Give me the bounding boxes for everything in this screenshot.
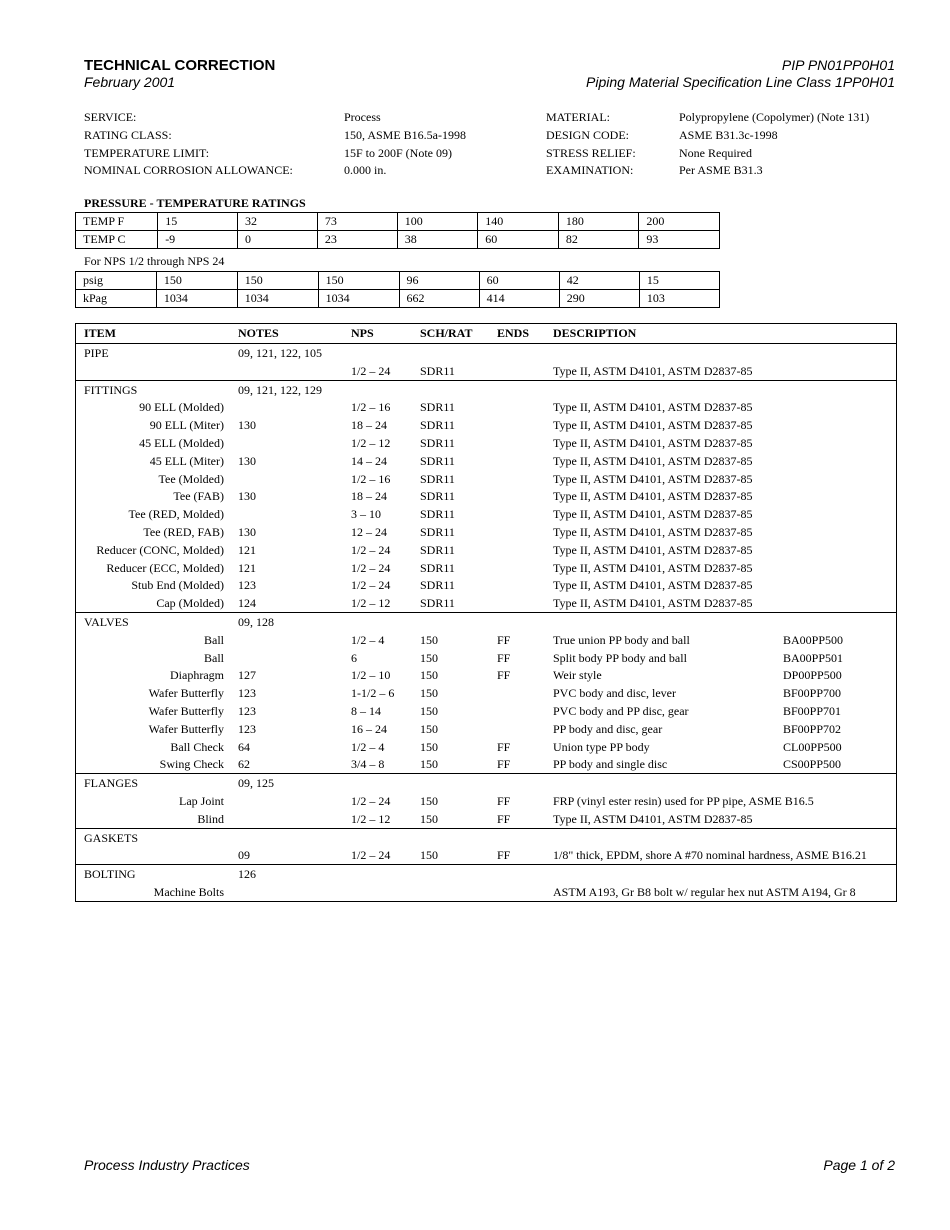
table-row bbox=[76, 523, 896, 541]
row-desc: Type II, ASTM D4101, ASTM D2837-85 bbox=[553, 471, 753, 486]
table-cell: 82 bbox=[558, 231, 639, 249]
row-nps: 16 – 24 bbox=[351, 721, 387, 736]
row-desc: Type II, ASTM D4101, ASTM D2837-85 bbox=[553, 435, 753, 450]
row-sch: SDR11 bbox=[420, 560, 455, 575]
row-nps: 1/2 – 24 bbox=[351, 578, 391, 593]
row-desc: 1/8" thick, EPDM, shore A #70 nominal hardness, ASME B16.21 bbox=[553, 848, 867, 863]
row-sch: 150 bbox=[420, 757, 438, 772]
row-nps: 1/2 – 12 bbox=[351, 811, 391, 826]
row-item: Cap (Molded) bbox=[156, 596, 224, 611]
row-notes: 130 bbox=[238, 489, 256, 504]
table-cell: -9 bbox=[158, 231, 238, 249]
row-desc: PP body and single disc bbox=[553, 757, 668, 772]
table-cell: 60 bbox=[478, 231, 559, 249]
row-sch: 150 bbox=[420, 793, 438, 808]
row-nps: 1/2 – 24 bbox=[351, 363, 391, 378]
table-row bbox=[76, 846, 896, 864]
row-sch: SDR11 bbox=[420, 453, 455, 468]
header-notes: NOTES bbox=[238, 326, 279, 340]
table-cell: 0 bbox=[238, 231, 318, 249]
doc-id: PIP PN01PP0H01 bbox=[781, 57, 895, 73]
row-desc: FRP (vinyl ester resin) used for PP pipe, ASME B16.5 bbox=[553, 793, 814, 808]
row-item: Tee (RED, Molded) bbox=[128, 507, 224, 522]
row-sch: 150 bbox=[420, 632, 438, 647]
row-desc: Type II, ASTM D4101, ASTM D2837-85 bbox=[553, 363, 753, 378]
row-sch: 150 bbox=[420, 703, 438, 718]
table-row bbox=[76, 272, 720, 290]
table-row bbox=[76, 631, 896, 649]
table-cell: 1034 bbox=[237, 290, 318, 308]
row-sch: 150 bbox=[420, 811, 438, 826]
table-row bbox=[76, 883, 896, 901]
row-desc: PVC body and PP disc, gear bbox=[553, 703, 689, 718]
row-item: 45 ELL (Molded) bbox=[139, 435, 224, 450]
row-item: Stub End (Molded) bbox=[131, 578, 224, 593]
table-row bbox=[76, 738, 896, 756]
row-item: Tee (FAB) bbox=[173, 489, 224, 504]
row-sch: 150 bbox=[420, 721, 438, 736]
header-nps: NPS bbox=[351, 326, 374, 340]
row-desc: PP body and disc, gear bbox=[553, 721, 663, 736]
row-code: BF00PP702 bbox=[783, 721, 842, 736]
section-notes: 09, 121, 122, 105 bbox=[238, 346, 322, 360]
table-cell: 100 bbox=[397, 213, 478, 231]
row-nps: 1/2 – 24 bbox=[351, 542, 391, 557]
row-ends: FF bbox=[497, 811, 511, 826]
temp-table bbox=[75, 212, 720, 249]
service-label: NOMINAL CORROSION ALLOWANCE: bbox=[84, 163, 293, 178]
table-row bbox=[76, 810, 896, 828]
header-left bbox=[84, 57, 275, 91]
table-row bbox=[76, 452, 896, 470]
row-ends: FF bbox=[497, 668, 511, 683]
table-cell: 1034 bbox=[318, 290, 399, 308]
row-desc: Type II, ASTM D4101, ASTM D2837-85 bbox=[553, 560, 753, 575]
table-row bbox=[76, 470, 896, 488]
table-row bbox=[76, 684, 896, 702]
table-cell: 96 bbox=[399, 272, 479, 290]
row-nps: 6 bbox=[351, 650, 357, 665]
row-code: CL00PP500 bbox=[783, 739, 842, 754]
table-cell: 93 bbox=[639, 231, 720, 249]
row-item: 90 ELL (Molded) bbox=[139, 400, 224, 415]
row-nps: 3 – 10 bbox=[351, 507, 381, 522]
row-nps: 1/2 – 16 bbox=[351, 400, 391, 415]
row-sch: 150 bbox=[420, 739, 438, 754]
table-cell: psig bbox=[76, 272, 157, 290]
row-item: Tee (Molded) bbox=[158, 471, 224, 486]
table-cell: 73 bbox=[317, 213, 397, 231]
table-row bbox=[76, 666, 896, 684]
row-sch: SDR11 bbox=[420, 524, 455, 539]
section-name: GASKETS bbox=[84, 830, 139, 845]
section-name: VALVES bbox=[84, 614, 129, 629]
row-nps: 1/2 – 4 bbox=[351, 632, 385, 647]
table-row bbox=[76, 505, 896, 523]
row-sch: SDR11 bbox=[420, 435, 455, 450]
table-cell: 103 bbox=[639, 290, 719, 308]
row-item: Ball bbox=[204, 632, 224, 647]
section-bolting bbox=[76, 865, 896, 901]
row-nps: 1/2 – 12 bbox=[351, 596, 391, 611]
header-item: ITEM bbox=[84, 326, 117, 340]
row-notes: 130 bbox=[238, 453, 256, 468]
section-name: PIPE bbox=[84, 346, 109, 360]
table-cell: 414 bbox=[479, 290, 559, 308]
row-sch: SDR11 bbox=[420, 418, 455, 433]
service-label: TEMPERATURE LIMIT: bbox=[84, 145, 210, 160]
row-item: 45 ELL (Miter) bbox=[149, 453, 224, 468]
table-cell: 290 bbox=[559, 290, 639, 308]
service-value2: Polypropylene (Copolymer) (Note 131) bbox=[679, 110, 870, 124]
section-header-row bbox=[76, 613, 896, 631]
service-label: SERVICE: bbox=[84, 110, 137, 124]
row-nps: 1/2 – 16 bbox=[351, 471, 391, 486]
section-notes: 09, 128 bbox=[238, 614, 274, 629]
row-nps: 18 – 24 bbox=[351, 418, 387, 433]
table-row bbox=[76, 792, 896, 810]
row-notes: 62 bbox=[238, 757, 250, 772]
row-notes: 124 bbox=[238, 596, 256, 611]
service-value: Process bbox=[344, 110, 381, 124]
table-cell: 1034 bbox=[156, 290, 237, 308]
row-item: 90 ELL (Miter) bbox=[149, 418, 224, 433]
row-desc: Weir style bbox=[553, 668, 602, 683]
row-desc: Type II, ASTM D4101, ASTM D2837-85 bbox=[553, 811, 753, 826]
row-item: Tee (RED, FAB) bbox=[143, 524, 224, 539]
table-row bbox=[76, 541, 896, 559]
table-row bbox=[76, 231, 720, 249]
service-label2: STRESS RELIEF: bbox=[546, 145, 636, 160]
row-sch: SDR11 bbox=[420, 542, 455, 557]
footer-right: Page 1 of 2 bbox=[823, 1157, 895, 1173]
table-row bbox=[76, 362, 896, 380]
table-row bbox=[76, 702, 896, 720]
row-nps: 1/2 – 10 bbox=[351, 668, 391, 683]
row-sch: 150 bbox=[420, 848, 438, 863]
section-name: BOLTING bbox=[84, 867, 136, 882]
row-ends: FF bbox=[497, 793, 511, 808]
doc-title: TECHNICAL CORRECTION bbox=[84, 57, 276, 74]
row-item: Reducer (ECC, Molded) bbox=[106, 560, 224, 575]
table-cell: 150 bbox=[318, 272, 399, 290]
header-right bbox=[586, 57, 895, 91]
row-desc: Type II, ASTM D4101, ASTM D2837-85 bbox=[553, 418, 753, 433]
service-value: 0.000 in. bbox=[344, 163, 387, 178]
table-cell: 140 bbox=[478, 213, 559, 231]
row-code: CS00PP500 bbox=[783, 757, 842, 772]
row-nps: 1/2 – 24 bbox=[351, 560, 391, 575]
row-sch: 150 bbox=[420, 686, 438, 701]
row-nps: 1/2 – 24 bbox=[351, 848, 391, 863]
row-desc: Type II, ASTM D4101, ASTM D2837-85 bbox=[553, 578, 753, 593]
header-ends: ENDS bbox=[497, 326, 530, 340]
row-notes: 130 bbox=[238, 524, 256, 539]
row-ends: FF bbox=[497, 757, 511, 772]
row-item: Wafer Butterfly bbox=[148, 686, 224, 701]
row-ends: FF bbox=[497, 739, 511, 754]
row-notes: 121 bbox=[238, 542, 256, 557]
row-ends: FF bbox=[497, 650, 511, 665]
table-cell: 662 bbox=[399, 290, 479, 308]
section-header-row bbox=[76, 344, 896, 362]
row-desc: Type II, ASTM D4101, ASTM D2837-85 bbox=[553, 596, 753, 611]
section-notes: 09, 125 bbox=[238, 776, 274, 791]
row-desc: True union PP body and ball bbox=[553, 632, 690, 647]
row-nps: 1/2 – 24 bbox=[351, 793, 391, 808]
row-nps: 12 – 24 bbox=[351, 524, 387, 539]
row-notes: 64 bbox=[238, 739, 250, 754]
row-desc: Type II, ASTM D4101, ASTM D2837-85 bbox=[553, 400, 753, 415]
table-cell: 60 bbox=[479, 272, 559, 290]
table-row bbox=[76, 290, 720, 308]
row-nps: 18 – 24 bbox=[351, 489, 387, 504]
service-label2: EXAMINATION: bbox=[546, 163, 634, 178]
service-value2: None Required bbox=[679, 145, 752, 160]
row-code: BF00PP701 bbox=[783, 703, 842, 718]
table-row bbox=[76, 576, 896, 594]
nps-note: For NPS 1/2 through NPS 24 bbox=[84, 254, 225, 268]
row-notes: 09 bbox=[238, 848, 250, 863]
table-cell: 15 bbox=[639, 272, 719, 290]
row-notes: 121 bbox=[238, 560, 256, 575]
table-cell: kPag bbox=[76, 290, 157, 308]
service-value2: Per ASME B31.3 bbox=[679, 163, 763, 178]
material-table bbox=[75, 323, 897, 902]
row-sch: SDR11 bbox=[420, 596, 455, 611]
table-cell: TEMP C bbox=[76, 231, 158, 249]
row-nps: 1/2 – 4 bbox=[351, 739, 385, 754]
row-code: BF00PP700 bbox=[783, 686, 842, 701]
section-header-row bbox=[76, 774, 896, 792]
service-label2: MATERIAL: bbox=[546, 110, 610, 124]
row-code: DP00PP500 bbox=[783, 668, 842, 683]
service-value: 150, ASME B16.5a-1998 bbox=[344, 127, 467, 142]
row-nps: 14 – 24 bbox=[351, 453, 387, 468]
table-cell: 150 bbox=[156, 272, 237, 290]
section-header-row bbox=[76, 381, 896, 399]
section-name: FITTINGS bbox=[84, 382, 138, 397]
row-sch: SDR11 bbox=[420, 400, 455, 415]
row-desc: Type II, ASTM D4101, ASTM D2837-85 bbox=[553, 507, 753, 522]
doc-date: February 2001 bbox=[84, 74, 176, 90]
row-desc: Union type PP body bbox=[553, 739, 650, 754]
row-notes: 127 bbox=[238, 668, 256, 683]
row-sch: 150 bbox=[420, 650, 438, 665]
row-ends: FF bbox=[497, 632, 511, 647]
row-item: Machine Bolts bbox=[153, 884, 224, 899]
row-item: Wafer Butterfly bbox=[148, 703, 224, 718]
row-item: Diaphragm bbox=[170, 668, 224, 683]
table-cell: TEMP F bbox=[76, 213, 158, 231]
row-sch: SDR11 bbox=[420, 363, 455, 378]
table-cell: 38 bbox=[397, 231, 478, 249]
row-notes: 123 bbox=[238, 578, 256, 593]
section-flanges bbox=[76, 774, 896, 828]
table-cell: 200 bbox=[639, 213, 720, 231]
section-name: FLANGES bbox=[84, 776, 139, 791]
table-cell: 23 bbox=[317, 231, 397, 249]
service-value: 15F to 200F (Note 09) bbox=[344, 145, 452, 160]
section-pipe bbox=[76, 344, 896, 381]
row-desc: Type II, ASTM D4101, ASTM D2837-85 bbox=[553, 453, 753, 468]
table-row bbox=[76, 487, 896, 505]
row-item: Wafer Butterfly bbox=[148, 721, 224, 736]
row-nps: 1/2 – 12 bbox=[351, 435, 391, 450]
row-code: BA00PP500 bbox=[783, 632, 844, 647]
section-gaskets bbox=[76, 829, 896, 866]
row-desc: Type II, ASTM D4101, ASTM D2837-85 bbox=[553, 524, 753, 539]
row-desc: PVC body and disc, lever bbox=[553, 686, 676, 701]
section-valves bbox=[76, 613, 896, 774]
table-row bbox=[76, 416, 896, 434]
service-value2: ASME B31.3c-1998 bbox=[679, 127, 778, 142]
row-item: Ball bbox=[204, 650, 224, 665]
footer-left: Process Industry Practices bbox=[84, 1157, 250, 1173]
section-fittings bbox=[76, 381, 896, 613]
header-sch: SCH/RAT bbox=[420, 326, 473, 340]
table-row bbox=[76, 594, 896, 612]
row-sch: SDR11 bbox=[420, 507, 455, 522]
table-row bbox=[76, 559, 896, 577]
table-cell: 32 bbox=[238, 213, 318, 231]
service-label: RATING CLASS: bbox=[84, 127, 172, 142]
table-cell: 150 bbox=[237, 272, 318, 290]
table-row bbox=[76, 649, 896, 667]
table-header bbox=[76, 324, 896, 344]
row-item: Swing Check bbox=[159, 757, 224, 772]
table-row bbox=[76, 434, 896, 452]
row-notes: 130 bbox=[238, 418, 256, 433]
row-desc: Type II, ASTM D4101, ASTM D2837-85 bbox=[553, 489, 753, 504]
table-row bbox=[76, 720, 896, 738]
table-row bbox=[76, 213, 720, 231]
table-cell: 42 bbox=[559, 272, 639, 290]
row-item: Ball Check bbox=[170, 739, 224, 754]
section-header-row bbox=[76, 829, 896, 847]
row-code: BA00PP501 bbox=[783, 650, 844, 665]
row-sch: SDR11 bbox=[420, 471, 455, 486]
service-label2: DESIGN CODE: bbox=[546, 127, 629, 142]
row-notes: 123 bbox=[238, 703, 256, 718]
section-notes: 09, 121, 122, 129 bbox=[238, 382, 322, 397]
row-nps: 1-1/2 – 6 bbox=[351, 686, 395, 701]
row-sch: SDR11 bbox=[420, 578, 455, 593]
row-desc: ASTM A193, Gr B8 bolt w/ regular hex nut ASTM A194, Gr 8 bbox=[553, 884, 856, 899]
row-ends: FF bbox=[497, 848, 511, 863]
header-desc: DESCRIPTION bbox=[553, 326, 637, 340]
row-desc: Type II, ASTM D4101, ASTM D2837-85 bbox=[553, 542, 753, 557]
table-cell: 15 bbox=[158, 213, 238, 231]
row-nps: 3/4 – 8 bbox=[351, 757, 385, 772]
table-row bbox=[76, 755, 896, 773]
pressure-title: PRESSURE - TEMPERATURE RATINGS bbox=[84, 196, 306, 210]
table-row bbox=[76, 398, 896, 416]
row-item: Lap Joint bbox=[179, 793, 224, 808]
pressure-table bbox=[75, 271, 720, 308]
row-item: Reducer (CONC, Molded) bbox=[96, 542, 224, 557]
doc-subtitle: Piping Material Specification Line Class 1PP0H01 bbox=[586, 74, 895, 90]
row-sch: SDR11 bbox=[420, 489, 455, 504]
row-notes: 123 bbox=[238, 686, 256, 701]
row-notes: 123 bbox=[238, 721, 256, 736]
row-sch: 150 bbox=[420, 668, 438, 683]
row-desc: Split body PP body and ball bbox=[553, 650, 687, 665]
table-cell: 180 bbox=[558, 213, 639, 231]
section-header-row bbox=[76, 865, 896, 883]
row-nps: 8 – 14 bbox=[351, 703, 381, 718]
row-item: Blind bbox=[197, 811, 224, 826]
section-notes: 126 bbox=[238, 867, 256, 882]
